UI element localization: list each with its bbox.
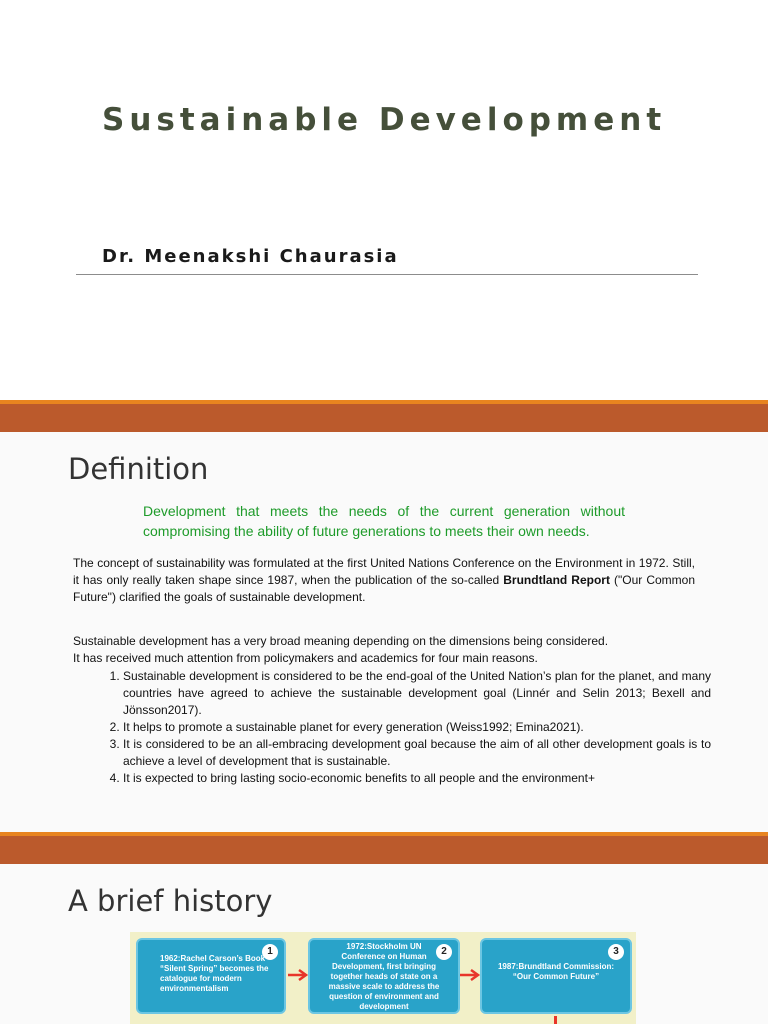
history-timeline	[130, 932, 636, 1024]
timeline-text: 1972:Stockholm UN Conference on Human Development, first bringing together heads of state on a massive scale to address the question of environment and development	[328, 942, 440, 1011]
author-name: Dr. Meenakshi Chaurasia	[102, 246, 399, 267]
step-number-badge: 2	[436, 944, 452, 960]
reasons-intro-line: It has received much attention from policymakers and academics for four main reasons.	[73, 651, 538, 665]
timeline-text: 1987:Brundtland Commission: “Our Common Future”	[497, 962, 614, 981]
slide-heading: A brief history	[68, 884, 273, 918]
step-number-badge: 1	[262, 944, 278, 960]
down-connector-line	[554, 1016, 557, 1024]
slide-separator-band	[0, 400, 768, 432]
brundtland-report-term: Brundtland Report	[503, 573, 610, 587]
concept-text: The concept of sustainability was formulated at the first United Nations Conference on the Environment in 1972. Still, it has only really taken shape since 1987, when the publication of the so-called	[73, 556, 695, 587]
list-item: 3. It is considered to be an all-embracing development goal because the aim of all other development goals is to achieve a level of development that is sustainable.	[123, 736, 711, 770]
definition-quote: Development that meets the needs of the current generation without compromising the ability of future generations to meets their own needs.	[143, 503, 625, 539]
meaning-paragraph	[73, 633, 695, 667]
timeline-box	[136, 938, 286, 1014]
timeline-box	[308, 938, 460, 1014]
band-accent-line	[0, 400, 768, 404]
list-item: 1. Sustainable development is considered to be the end-goal of the United Nation’s plan for the planet, and many countries have agreed to achieve the sustainable development goal (Linnér and Selin 2013; Bexell and Jönsson2017).	[123, 668, 711, 719]
right-arrow-icon	[459, 969, 481, 981]
concept-text-end: ("Our Common Future") clarified the goals of sustainable development.	[73, 573, 696, 604]
definition-slide	[0, 432, 768, 832]
title-divider	[76, 274, 698, 275]
meaning-line: Sustainable development has a very broad meaning depending on the dimensions being considered.	[73, 634, 609, 648]
list-item: 2. It helps to promote a sustainable planet for every generation (Weiss1992; Emina2021).	[123, 719, 711, 736]
step-number-badge: 3	[608, 944, 624, 960]
timeline-text: 1962:Rachel Carson’s Book “Silent Spring” becomes the catalogue for modern environmentalism	[160, 954, 269, 993]
presentation-title: Sustainable Development	[102, 102, 667, 138]
reasons-list	[101, 668, 711, 787]
timeline-box	[480, 938, 632, 1014]
band-accent-line	[0, 832, 768, 836]
history-slide	[0, 864, 768, 1024]
right-arrow-icon	[287, 969, 309, 981]
slide-separator-band	[0, 832, 768, 864]
title-slide	[0, 0, 768, 400]
concept-paragraph	[73, 555, 695, 606]
list-item: 4. It is expected to bring lasting socio-economic benefits to all people and the environment+	[123, 770, 711, 787]
slide-heading: Definition	[68, 452, 209, 486]
